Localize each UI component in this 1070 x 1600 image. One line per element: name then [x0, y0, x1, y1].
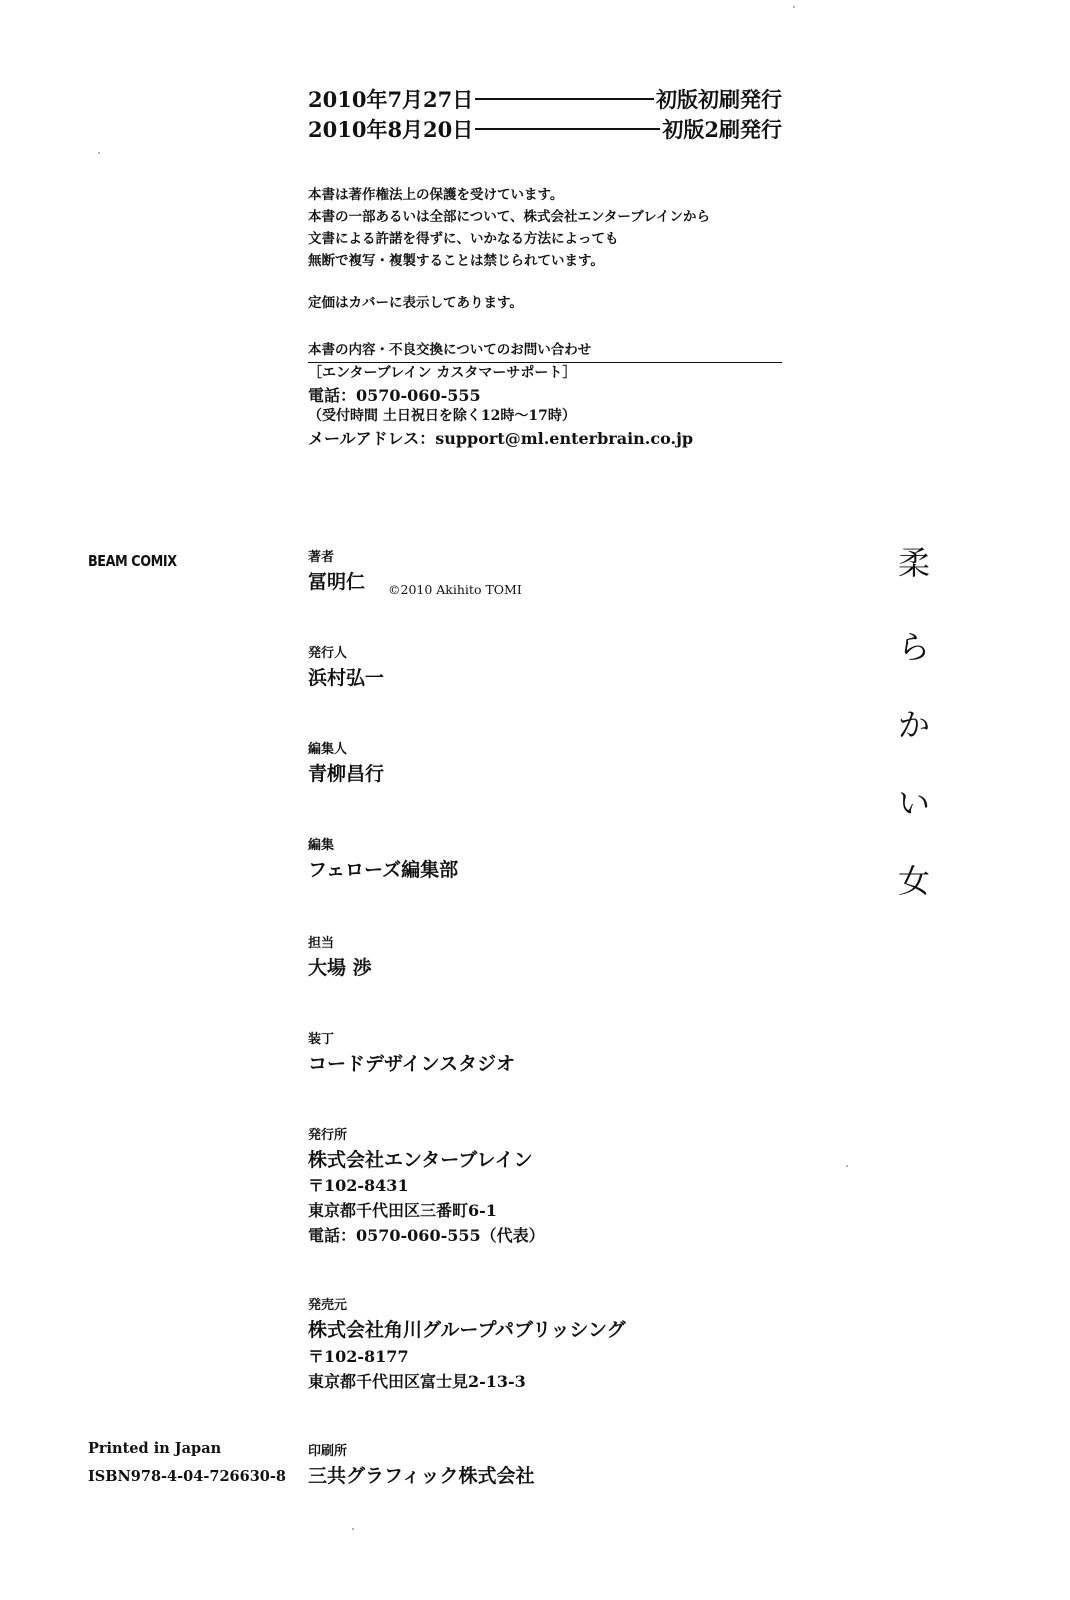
issuer-name: 株式会社エンターブレイン	[308, 1149, 533, 1171]
charge-name: 大場 渉	[308, 957, 372, 979]
edition-date: 2010年7月27日	[308, 87, 474, 112]
isbn: ISBN978-4-04-726630-8	[88, 1468, 286, 1485]
inquiry-support: ［エンターブレイン カスタマーサポート］	[308, 365, 577, 381]
issuer-phone: 電話：0570-060-555（代表）	[308, 1226, 545, 1245]
inquiry-phone: 電話：0570-060-555	[308, 386, 481, 405]
title-char: い	[897, 784, 930, 822]
copyright-text: ©2010 Akihito TOMI	[388, 582, 522, 597]
author-name: 冨明仁	[308, 571, 366, 593]
inquiry-hours: （受付時間 土日祝日を除く12時〜17時）	[308, 408, 576, 424]
copyright-notice-line: 文書による許諾を得ずに、いかなる方法によっても	[308, 231, 619, 247]
leader-line	[475, 128, 660, 130]
inquiry-heading: 本書の内容・不良交換についてのお問い合わせ	[308, 340, 782, 363]
edition-line-first	[308, 84, 782, 114]
author-label: 著者	[308, 550, 335, 565]
printer-name: 三共グラフィック株式会社	[308, 1465, 535, 1487]
title-char: ら	[897, 628, 930, 666]
copyright-notice-line: 本書の一部あるいは全部について、株式会社エンターブレインから	[308, 209, 711, 225]
brand-label: BEAM COMIX	[88, 552, 177, 570]
printer-label: 印刷所	[308, 1444, 348, 1459]
publisher-name: 浜村弘一	[308, 667, 385, 689]
price-note: 定価はカバーに表示してあります。	[308, 295, 523, 311]
title-char: 柔	[897, 544, 930, 582]
copyright-notice-line: 無断で複写・複製することは禁じられています。	[308, 253, 604, 269]
seller-postal: 〒102-8177	[308, 1347, 409, 1366]
editor-label: 編集人	[308, 742, 348, 757]
printed-in-japan: Printed in Japan	[88, 1440, 222, 1457]
design-name: コードデザインスタジオ	[308, 1053, 516, 1075]
publisher-label: 発行人	[308, 646, 348, 661]
inquiry-email: メールアドレス：support@ml.enterbrain.co.jp	[308, 429, 694, 448]
scan-speck	[352, 1528, 354, 1530]
editor-name: 青柳昌行	[308, 763, 385, 785]
seller-label: 発売元	[308, 1298, 348, 1313]
scan-speck	[98, 152, 100, 154]
edition-date: 2010年8月20日	[308, 117, 474, 142]
title-char: か	[897, 706, 930, 744]
title-char: 女	[897, 862, 930, 900]
editing-label: 編集	[308, 838, 335, 853]
scan-speck	[846, 1165, 848, 1167]
design-label: 装丁	[308, 1032, 335, 1047]
editing-name: フェローズ編集部	[308, 859, 459, 881]
issuer-postal: 〒102-8431	[308, 1176, 409, 1195]
leader-line	[475, 98, 654, 100]
charge-label: 担当	[308, 936, 335, 951]
seller-address: 東京都千代田区富士見2-13-3	[308, 1372, 526, 1391]
seller-name: 株式会社角川グループパブリッシング	[308, 1319, 626, 1341]
edition-label: 初版2刷発行	[662, 117, 782, 142]
issuer-label: 発行所	[308, 1128, 348, 1143]
edition-label: 初版初刷発行	[656, 87, 782, 112]
edition-line-second	[308, 114, 782, 144]
scan-speck	[793, 6, 795, 8]
issuer-address: 東京都千代田区三番町6-1	[308, 1201, 497, 1220]
copyright-notice-line: 本書は著作権法上の保護を受けています。	[308, 187, 564, 203]
